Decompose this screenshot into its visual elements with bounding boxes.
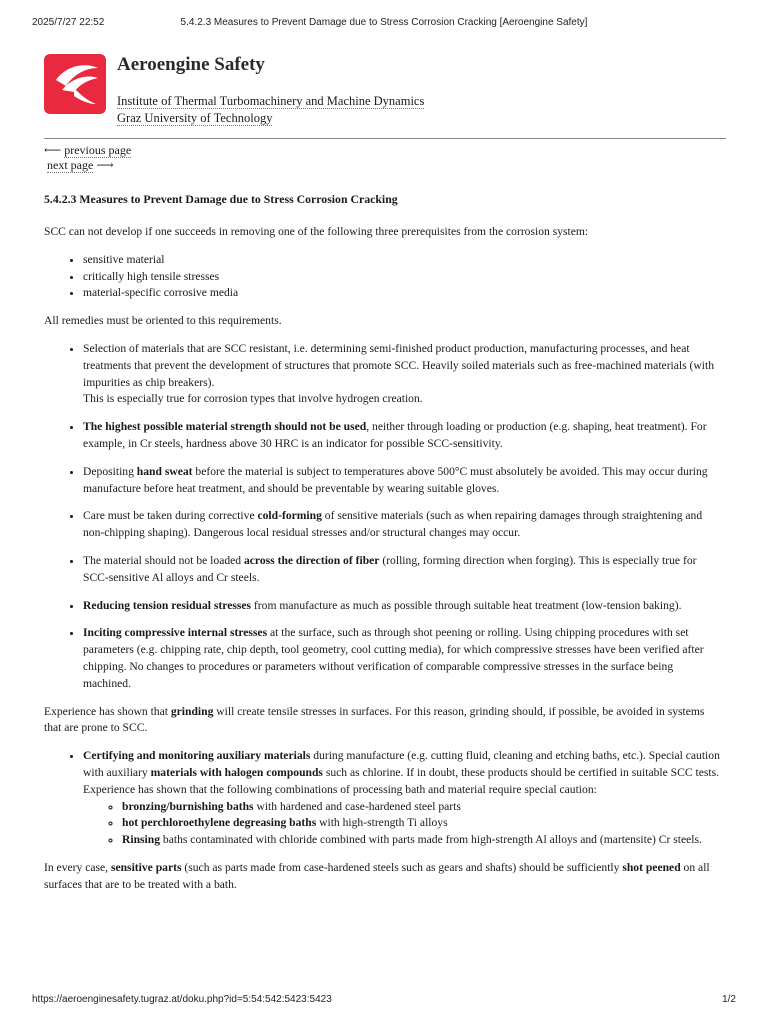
paragraph-highlight: shot peened xyxy=(622,860,681,874)
institute-link[interactable]: Institute of Thermal Turbomachinery and Machine Dynamics xyxy=(117,94,425,108)
list-item: • material-specific corrosive media xyxy=(83,285,720,302)
measure-text: (rolling, forming direction when forging). This is especially true for SCC-sensitive Al alloys and Cr steels. xyxy=(83,553,697,584)
paragraph-highlight: sensitive parts xyxy=(110,860,182,874)
measure-text: , neither through loading or production (e.g. shaping, heat treatment). For example, in Cr steels, hardness above 30 HRC is an indicator for possible SCC-sensitivity. xyxy=(83,420,707,450)
bath-combinations-list xyxy=(83,799,720,849)
next-page-nav xyxy=(47,158,114,173)
print-url: https://aeroenginesafety.tugraz.at/doku.php?id=5:54:542:5423:5423 xyxy=(32,994,332,1005)
measure-note: Experience has shown that the following combinations of processing bath and material require special caution: xyxy=(83,782,597,796)
paragraph-text: will create tensile stresses in surfaces. For this reason, grinding should, if possible, be avoided in systems that are prone to SCC. xyxy=(44,704,705,735)
arrow-left-icon: ⟵ xyxy=(44,143,62,157)
measure-highlight: hand sweat xyxy=(136,464,193,478)
arrow-right-icon: ⟶ xyxy=(96,158,114,172)
previous-page-nav xyxy=(44,143,131,158)
paragraph-text: (such as parts made from case-hardened steels such as gears and shafts) should be sufficiently xyxy=(181,860,623,874)
page-title: 5.4.2.3 Measures to Prevent Damage due to Stress Corrosion Cracking xyxy=(44,192,398,206)
closing-paragraph xyxy=(44,860,720,894)
header-divider xyxy=(44,138,726,139)
list-item xyxy=(83,598,720,615)
university-link[interactable]: Graz University of Technology xyxy=(117,111,273,125)
combo-highlight: Rinsing xyxy=(122,833,161,847)
measure-text: Care must be taken during corrective xyxy=(83,509,258,523)
auxiliary-list xyxy=(44,748,720,849)
list-item xyxy=(83,625,720,692)
list-item xyxy=(122,832,720,849)
measure-highlight: materials with halogen compounds xyxy=(150,765,323,779)
measure-highlight: Certifying and monitoring auxiliary materials xyxy=(83,749,311,763)
measure-text: such as chlorine. If in doubt, these products should be certified in suitable SCC tests. xyxy=(322,765,719,779)
combo-text: with hardened and case-hardened steel parts xyxy=(253,799,461,813)
list-item xyxy=(122,815,720,832)
intro-paragraph: SCC can not develop if one succeeds in removing one of the following three prerequisites from the corrosion system: xyxy=(44,225,589,238)
site-header xyxy=(44,54,726,140)
page-number: 1/2 xyxy=(722,994,736,1005)
list-item: • sensitive material xyxy=(83,252,720,269)
combo-text: baths contaminated with chloride combined with parts made from high-strength Al alloys and (martensite) Cr steels. xyxy=(160,833,702,847)
combo-highlight: hot perchloroethylene degreasing baths xyxy=(122,816,317,830)
remedies-intro: All remedies must be oriented to this requirements. xyxy=(44,314,282,328)
site-title[interactable]: Aeroengine Safety xyxy=(117,54,265,75)
measure-text: Depositing xyxy=(83,464,137,478)
combo-highlight: bronzing/burnishing baths xyxy=(122,799,254,813)
measure-text: before the material is subject to temperatures above 500°C must absolutely be avoided. This may occur during manufacture before heat treatment, and should be preventable by wearing suitable gloves. xyxy=(83,464,708,495)
measure-highlight: Inciting compressive internal stresses xyxy=(83,626,268,640)
paragraph-text: Experience has shown that xyxy=(44,704,171,718)
print-title: 5.4.2.3 Measures to Prevent Damage due to Stress Corrosion Cracking [Aeroengine Safety] xyxy=(180,17,588,28)
measure-note: This is especially true for corrosion types that involve hydrogen creation. xyxy=(83,392,423,406)
grinding-paragraph xyxy=(44,704,720,738)
list-item xyxy=(83,464,720,498)
print-date: 2025/7/27 22:52 xyxy=(32,17,105,28)
site-logo-icon[interactable] xyxy=(44,54,106,114)
list-item xyxy=(83,508,720,542)
previous-page-link[interactable]: previous page xyxy=(64,143,132,157)
measure-highlight: cold-forming xyxy=(257,509,322,523)
measure-text: of sensitive materials (such as when repairing damages through straightening and non-chipping shaping). Dangerous local residual stresses and/or structural changes may occur. xyxy=(83,509,703,540)
prerequisites-list xyxy=(44,252,720,302)
measure-text: during manufacture (e.g. cutting fluid, cleaning and etching baths, etc.). Special caution with auxiliary xyxy=(83,749,720,779)
list-item xyxy=(83,341,720,408)
measure-text: The material should not be loaded xyxy=(83,553,244,567)
measure-highlight: The highest possible material strength should not be used xyxy=(83,420,367,434)
next-page-link[interactable]: next page xyxy=(47,158,94,172)
list-item: • critically high tensile stresses xyxy=(83,269,720,286)
paragraph-highlight: grinding xyxy=(170,704,214,718)
measure-highlight: across the direction of fiber xyxy=(243,553,380,567)
paragraph-text: on all surfaces that are to be treated with a bath. xyxy=(44,860,710,891)
list-item xyxy=(122,799,720,816)
paragraph-text: In every case, xyxy=(44,860,111,874)
list-item xyxy=(83,553,720,587)
measure-highlight: Reducing tension residual stresses xyxy=(83,598,252,612)
measure-text: from manufacture as much as possible through suitable heat treatment (low-tension baking). xyxy=(251,598,682,612)
measures-list xyxy=(44,341,720,693)
article-content xyxy=(44,191,720,905)
measure-text: at the surface, such as through shot peening or rolling. Using chipping procedures with set parameters (e.g. chipping rate, chip depth, tool geometry, cool cutting media), for which compressive stresses have been verified after chipping. No changes to procedures or parameters without verification of comparable compressive stresses in the surface being machined. xyxy=(83,626,704,690)
list-item xyxy=(83,748,720,849)
list-item xyxy=(83,419,720,453)
combo-text: with high-strength Ti alloys xyxy=(316,816,448,830)
measure-text: Selection of materials that are SCC resistant, i.e. determining semi-finished product production, manufacturing processes, and heat treatments that prevent the development of structures that promote SCC. Heavily soiled materials such as free-machined materials (with impurities as chip breakers). xyxy=(83,341,715,389)
